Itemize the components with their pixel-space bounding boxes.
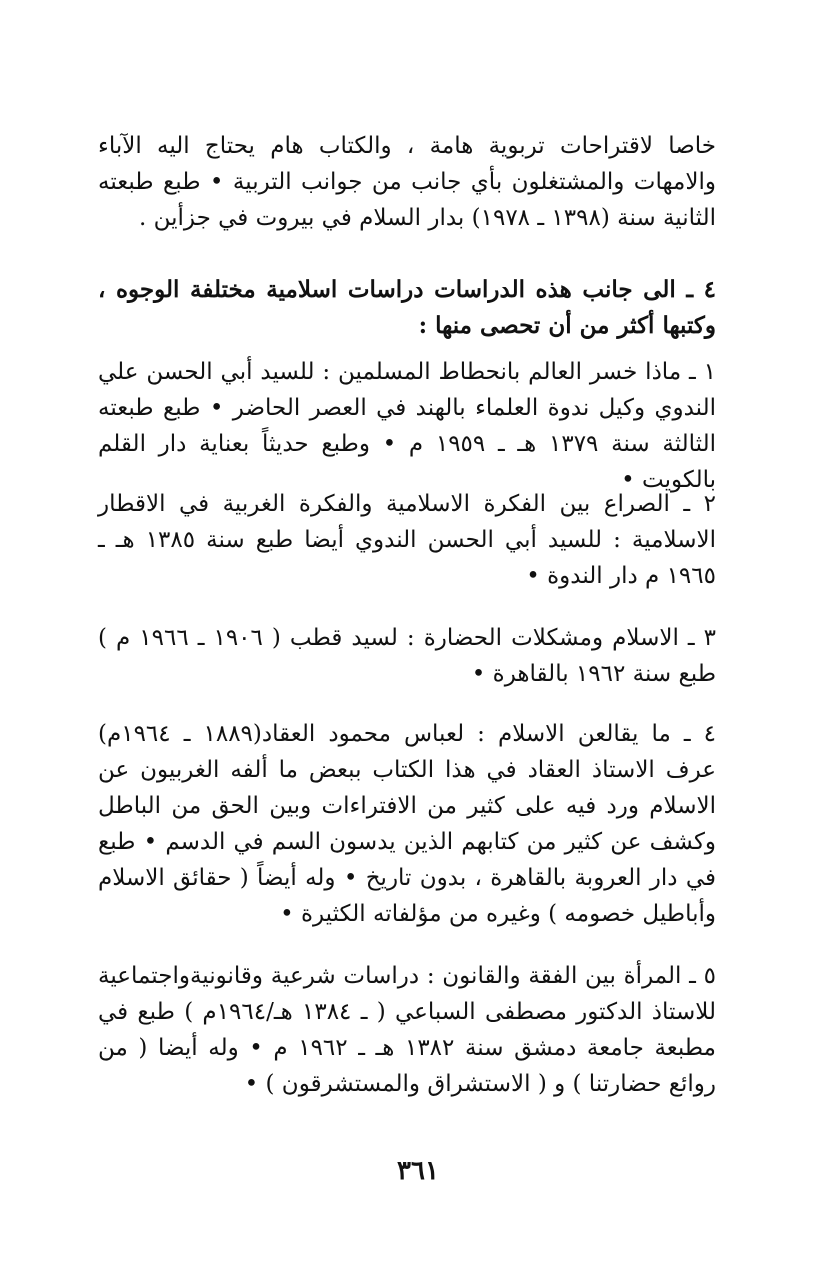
paragraph-1: خاصا لاقتراحات تربوية هامة ، والكتاب هام يحتاج اليه الآباء والامهات والمشتغلون بأي جانب من جوانب التربية • طبع طبعته الثانية سنة (١٣٩٨ ـ ١٩٧٨) بدار السلام في بيروت في جزأين . bbox=[98, 133, 716, 231]
paragraph-2-heading: ٤ ـ الى جانب هذه الدراسات دراسات اسلامية مختلفة الوجوه ، وكتبها أكثر من أن تحصى منها : bbox=[98, 276, 716, 339]
list-item-1: ١ ـ ماذا خسر العالم بانحطاط المسلمين : للسيد أبي الحسن علي الندوي وكيل ندوة العلماء بالهند في العصر الحاضر • طبع طبعته الثالثة سنة ١٣٧٩ هـ ـ ١٩٥٩ م • وطبع حديثاً بعناية دار القلم بالكويت • bbox=[98, 359, 716, 493]
page-number: ٣٦١ bbox=[397, 1156, 439, 1186]
list-item-3: ٣ ـ الاسلام ومشكلات الحضارة : لسيد قطب ( ١٩٠٦ ـ ١٩٦٦ م ) طبع سنة ١٩٦٢ بالقاهرة • bbox=[98, 625, 716, 687]
list-item-5: ٥ ـ المرأة بين الفقة والقانون : دراسات شرعية وقانونيةواجتماعية للاستاذ الدكتور مصطفى السباعي ( ـ ١٣٨٤ هـ/١٩٦٤م ) طبع في مطبعة جامعة دمشق سنة ١٣٨٢ هـ ـ ١٩٦٢ م • وله أيضا ( من روائع حضارتنا ) و ( الاستشراق والمستشرقون ) • bbox=[98, 963, 716, 1097]
list-item-4: ٤ ـ ما يقالعن الاسلام : لعباس محمود العقاد(١٨٨٩ ـ ١٩٦٤م) عرف الاستاذ العقاد في هذا الكتاب ببعض ما ألفه الغربيون عن الاسلام ورد فيه على كثير من الافتراءات وبين الحق من الباطل وكشف عن كثير من كتابهم الذين يدسون السم في الدسم • طبع في دار العروبة بالقاهرة ، بدون تاريخ • وله أيضاً ( حقائق الاسلام وأباطيل خصومه ) وغيره من مؤلفاته الكثيرة • bbox=[98, 721, 716, 927]
list-item-2: ٢ ـ الصراع بين الفكرة الاسلامية والفكرة الغربية في الاقطار الاسلامية : للسيد أبي الحسن الندوي أيضا طبع سنة ١٣٨٥ هـ ـ ١٩٦٥ م دار الندوة • bbox=[98, 491, 716, 589]
